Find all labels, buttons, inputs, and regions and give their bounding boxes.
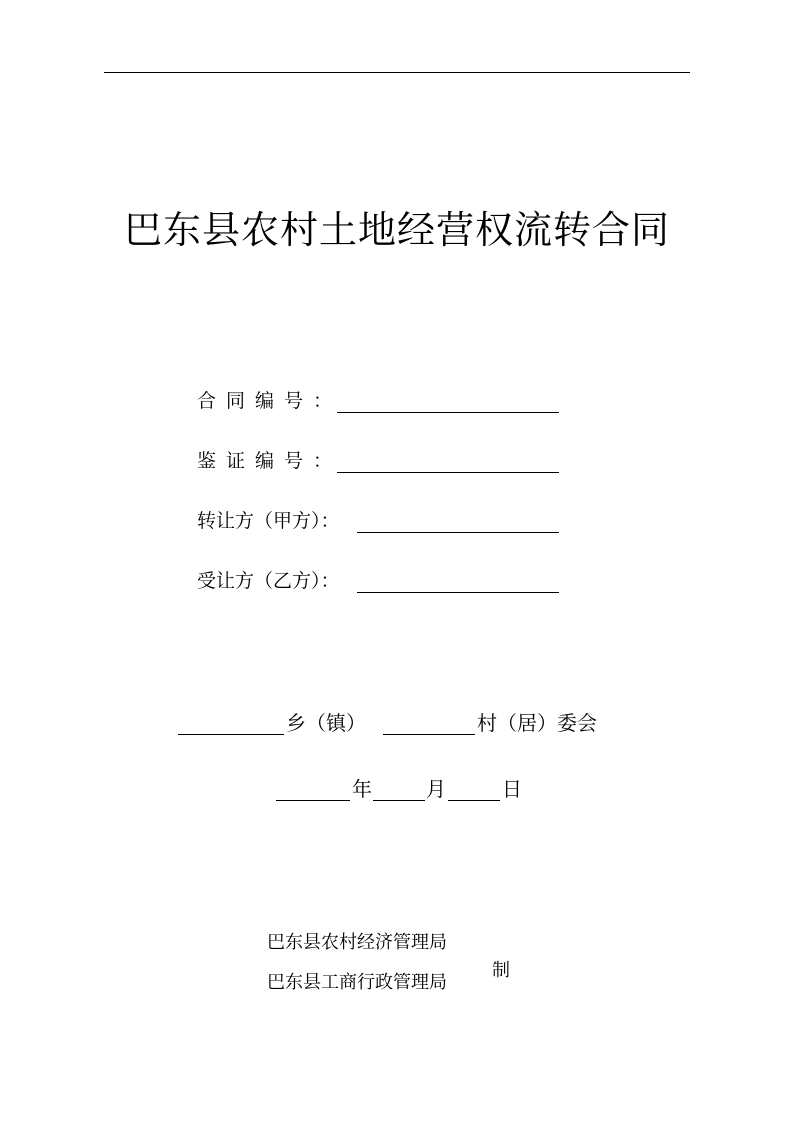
month-label: 月: [426, 777, 446, 801]
date-row: [0, 774, 794, 804]
year-label: 年: [352, 777, 372, 801]
document-title: 巴东县农村土地经营权流转合同: [123, 208, 670, 252]
header-rule: [104, 72, 690, 73]
transferee-label: 受让方（乙方）：: [197, 570, 340, 592]
village-blank[interactable]: [383, 734, 475, 735]
village-suffix: 村（居）委会: [477, 711, 597, 735]
day-blank[interactable]: [448, 800, 500, 801]
month-blank[interactable]: [373, 800, 425, 801]
transferee-field: [197, 566, 340, 596]
transferor-label: 转让方（甲方）：: [197, 510, 340, 532]
issuer-agriculture: 巴东县农村经济管理局: [267, 932, 447, 953]
contract-number-line[interactable]: [337, 412, 559, 413]
contract-number-field: [197, 386, 342, 416]
transferor-field: [197, 506, 340, 536]
transferor-line[interactable]: [357, 532, 559, 533]
issuer-suffix: 制: [492, 960, 510, 981]
contract-number-label: 合同编号：: [197, 390, 343, 412]
location-row: [0, 708, 794, 738]
township-blank[interactable]: [178, 734, 284, 735]
township-suffix: 乡（镇）: [286, 711, 366, 735]
issuer-commerce: 巴东县工商行政管理局: [267, 972, 447, 993]
day-label: 日: [502, 777, 522, 801]
certification-number-field: [197, 446, 342, 476]
year-blank[interactable]: [276, 800, 350, 801]
certification-number-label: 鉴证编号：: [197, 450, 343, 472]
transferee-line[interactable]: [357, 592, 559, 593]
certification-number-line[interactable]: [337, 472, 559, 473]
